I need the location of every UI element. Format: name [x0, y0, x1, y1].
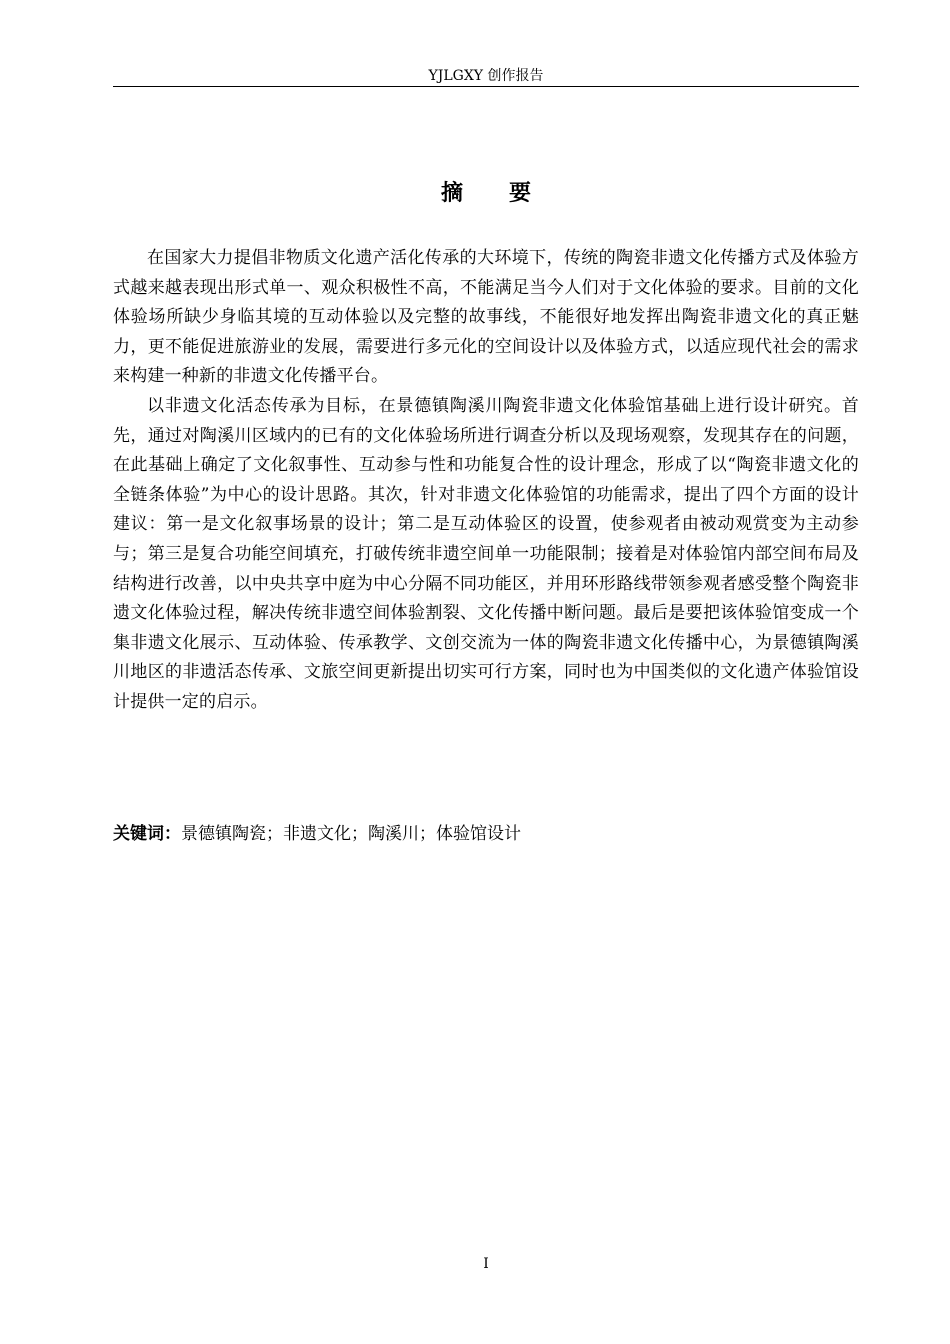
abstract-heading-part1: 摘 — [440, 181, 463, 206]
keywords-value: 景德镇陶瓷；非遗文化；陶溪川；体验馆设计 — [181, 824, 521, 844]
abstract-heading-part2: 要 — [509, 181, 532, 206]
abstract-paragraph-1: 在国家大力提倡非物质文化遗产活化传承的大环境下，传统的陶瓷非遗文化传播方式及体验方式越来越表现出形式单一、观众积极性不高，不能满足当今人们对于文化体验的要求。目前的文化体验场所缺少身临其境的互动体验以及完整的故事线，不能很好地发挥出陶瓷非遗文化的真正魅力，更不能促进旅游业的发展，需要进行多元化的空间设计以及体验方式，以适应现代社会的需求来构建一种新的非遗文化传播平台。 — [113, 248, 859, 387]
running-header: YJLGXY 创作报告 — [428, 68, 544, 84]
keywords-label: 关键词： — [113, 824, 181, 844]
header-divider — [113, 86, 859, 87]
abstract-heading — [113, 178, 859, 210]
abstract-body — [113, 244, 859, 718]
keywords-line — [113, 820, 859, 848]
page-number: I — [483, 1256, 489, 1272]
abstract-paragraph-2: 以非遗文化活态传承为目标，在景德镇陶溪川陶瓷非遗文化体验馆基础上进行设计研究。首先，通过对陶溪川区域内的已有的文化体验场所进行调查分析以及现场观察，发现其存在的问题，在此基础上确定了文化叙事性、互动参与性和功能复合性的设计理念，形成了以“陶瓷非遗文化的全链条体验”为中心的设计思路。其次，针对非遗文化体验馆的功能需求，提出了四个方面的设计建议：第一是文化叙事场景的设计；第二是互动体验区的设置，使参观者由被动观赏变为主动参与；第三是复合功能空间填充，打破传统非遗空间单一功能限制；接着是对体验馆内部空间布局及结构进行改善，以中央共享中庭为中心分隔不同功能区，并用环形路线带领参观者感受整个陶瓷非遗文化体验过程，解决传统非遗空间体验割裂、文化传播中断问题。最后是要把该体验馆变成一个集非遗文化展示、互动体验、传承教学、文创交流为一体的陶瓷非遗文化传播中心，为景德镇陶溪川地区的非遗活态传承、文旅空间更新提出切实可行方案，同时也为中国类似的文化遗产体验馆设计提供一定的启示。 — [113, 395, 859, 712]
